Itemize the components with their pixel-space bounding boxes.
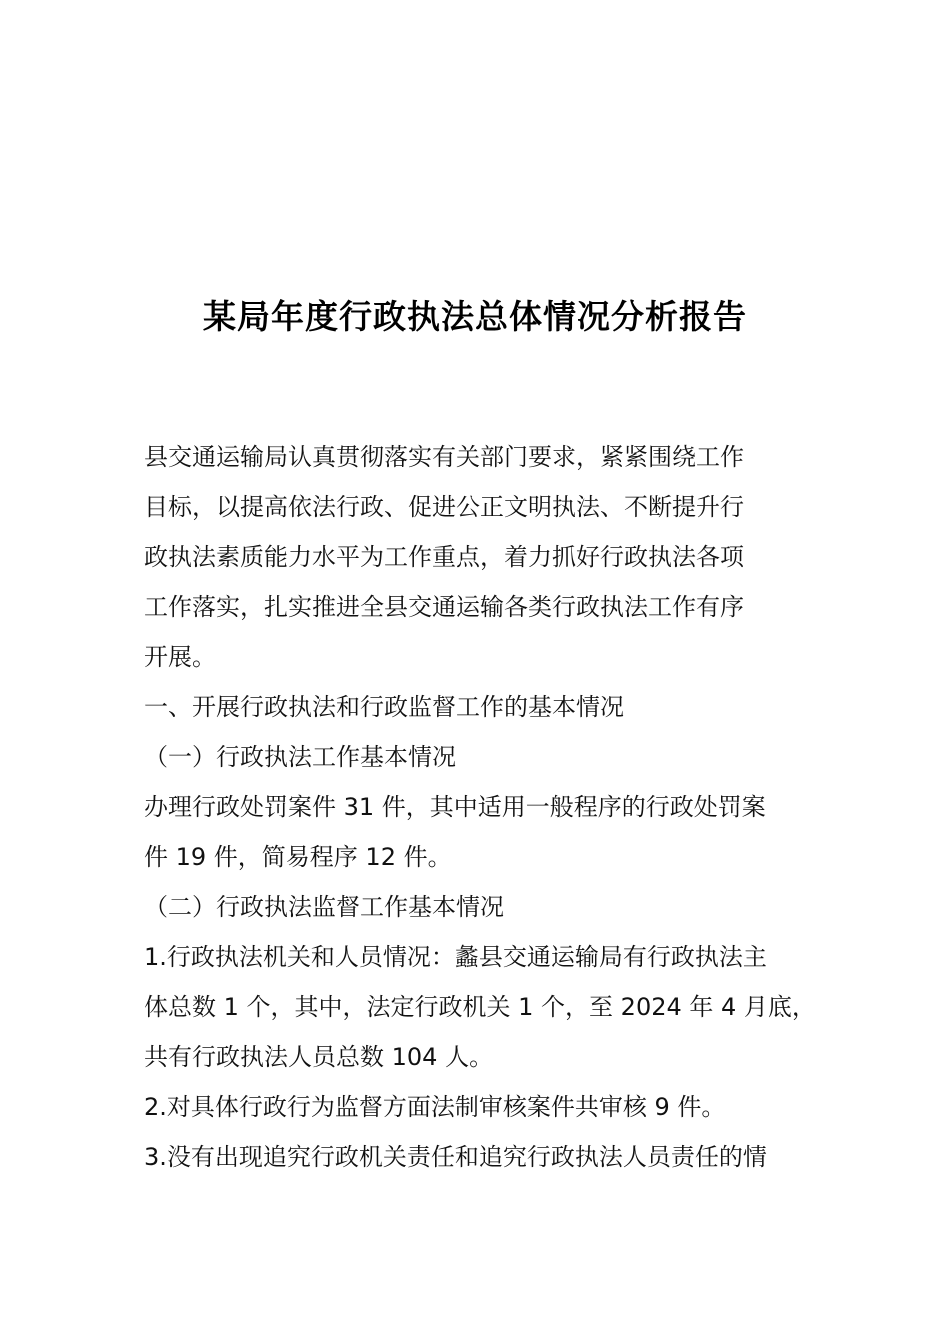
paragraph-line: 目标，以提高依法行政、促进公正文明执法、不断提升行 [144,493,744,521]
paragraph-line: 开展。 [144,643,216,671]
paragraph-line: 工作落实，扎实推进全县交通运输各类行政执法工作有序 [144,593,744,621]
paragraph-line: 体总数 1 个，其中，法定行政机关 1 个，至 2024 年 4 月底， [144,993,816,1021]
paragraph-line: 县交通运输局认真贯彻落实有关部门要求，紧紧围绕工作 [144,443,744,471]
subsection-heading: （二）行政执法监督工作基本情况 [144,893,504,921]
section-heading: 一、开展行政执法和行政监督工作的基本情况 [144,693,624,721]
list-item: 1.行政执法机关和人员情况：蠡县交通运输局有行政执法主 [144,943,767,971]
document-body [144,432,834,1182]
paragraph-line: 件 19 件，简易程序 12 件。 [144,843,452,871]
list-item: 3.没有出现追究行政机关责任和追究行政执法人员责任的情 [144,1143,767,1171]
list-item: 2.对具体行政行为监督方面法制审核案件共审核 9 件。 [144,1093,726,1121]
paragraph-line: 共有行政执法人员总数 104 人。 [144,1043,494,1071]
paragraph-line: 政执法素质能力水平为工作重点，着力抓好行政执法各项 [144,543,744,571]
document-title: 某局年度行政执法总体情况分析报告 [203,297,747,336]
paragraph-line: 办理行政处罚案件 31 件，其中适用一般程序的行政处罚案 [144,793,766,821]
subsection-heading: （一）行政执法工作基本情况 [144,743,456,771]
